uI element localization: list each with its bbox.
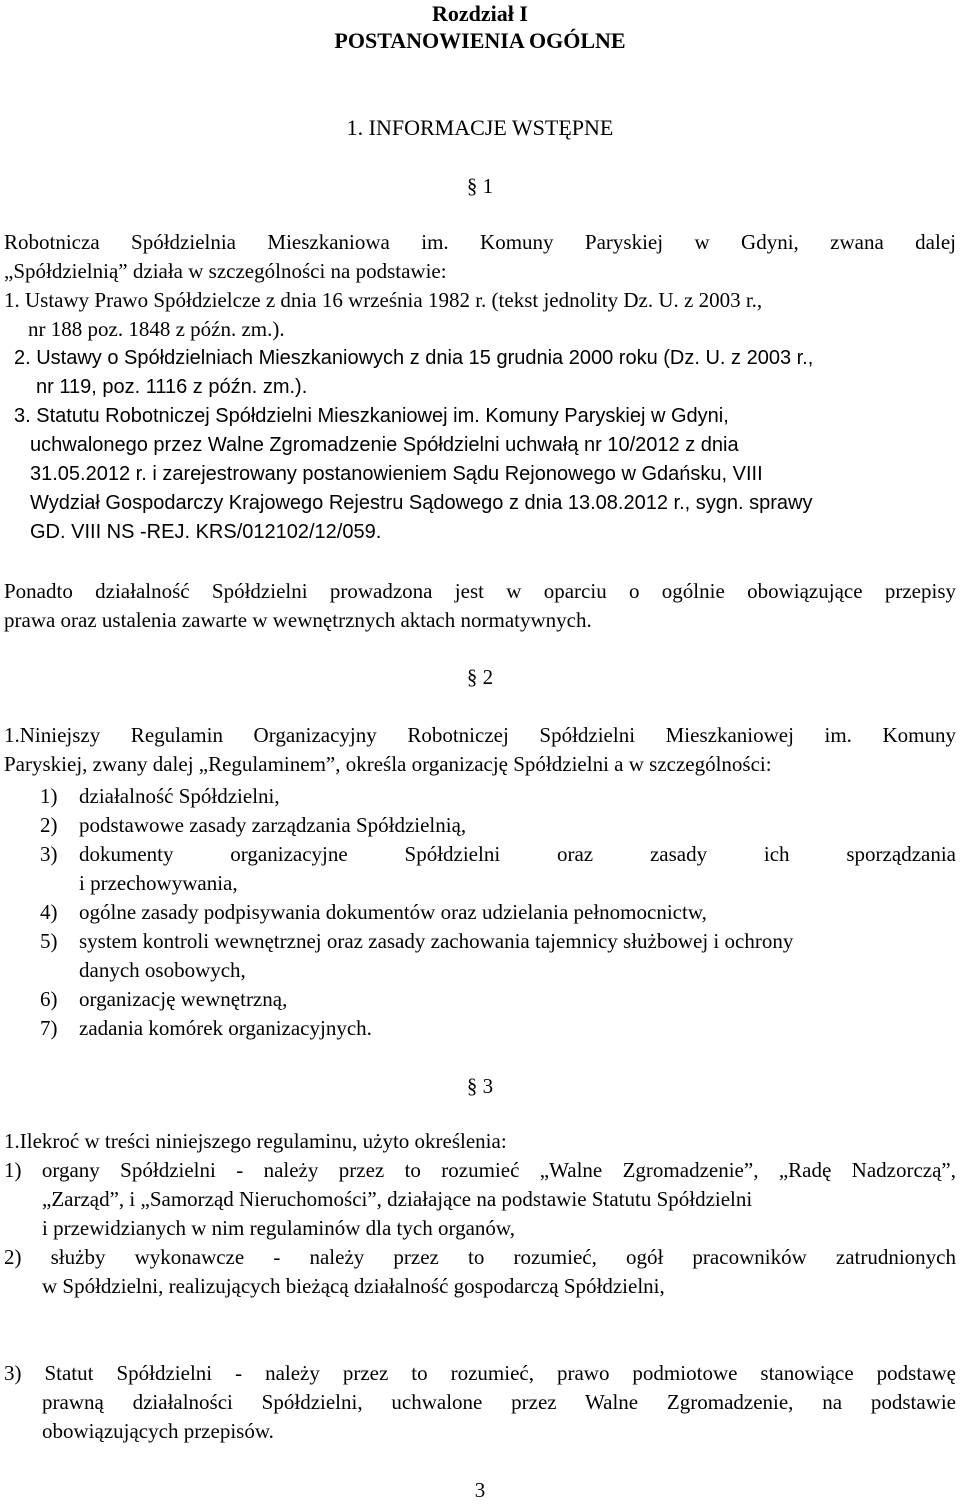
par3-def2-line-1: 2) służby wykonawcze - należy przez to rozumieć, ogół pracowników zatrudnionych	[4, 1245, 956, 1269]
section-title: 1. INFORMACJE WSTĘPNE	[346, 115, 614, 140]
paragraph-sign-1: § 1	[466, 174, 494, 198]
par2-item-text: system kontroli wewnętrznej oraz zasady zachowania tajemnicy służbowej i ochrony	[79, 929, 794, 953]
par2-item-text: działalność Spółdzielni,	[79, 784, 280, 808]
par2-item-num: 5)	[40, 929, 58, 953]
par2-item-text: podstawowe zasady zarządzania Spółdzielnią,	[79, 813, 467, 837]
par2-item-num: 6)	[40, 987, 58, 1011]
par2-item-text: dokumenty organizacyjne Spółdzielni oraz zasady ich sporządzania	[79, 842, 956, 866]
par2-item-text: ogólne zasady podpisywania dokumentów oraz udzielania pełnomocnictw,	[79, 900, 707, 924]
page-number: 3	[474, 1478, 486, 1502]
par2-item-text: zadania komórek organizacyjnych.	[79, 1016, 372, 1040]
par1-item-3-line-5: GD. VIII NS -REJ. KRS/012102/12/059.	[30, 521, 382, 543]
par1-item-1-cont: nr 188 poz. 1848 z późn. zm.).	[28, 317, 285, 341]
par2-item-text: organizację wewnętrzną,	[79, 987, 288, 1011]
paragraph-sign-2: § 2	[466, 665, 494, 689]
par1-intro-line-2: „Spółdzielnią” działa w szczególności na podstawie:	[4, 259, 447, 283]
par3-def1-line-2: „Zarząd”, i „Samorząd Nieruchomości”, działające na podstawie Statutu Spółdzielni	[42, 1187, 753, 1211]
par1-item-1: 1. Ustawy Prawo Spółdzielcze z dnia 16 września 1982 r. (tekst jednolity Dz. U. z 2003 r.,	[4, 288, 763, 312]
par2-item-num: 2)	[40, 813, 58, 837]
par3-intro: 1.Ilekroć w treści niniejszego regulaminu, użyto określenia:	[4, 1129, 507, 1153]
chapter-label: Rozdział I	[432, 1, 528, 26]
par1-closing-line-1: Ponadto działalność Spółdzielni prowadzona jest w oparciu o ogólnie obowiązujące przepisy	[4, 579, 956, 603]
par1-item-2-cont: nr 119, poz. 1116 z późn. zm.).	[36, 376, 308, 398]
par3-def1-line-3: i przewidzianych w nim regulaminów dla tych organów,	[42, 1216, 515, 1240]
par1-item-3-line-3: 31.05.2012 r. i zarejestrowany postanowieniem Sądu Rejonowego w Gdańsku, VIII	[30, 463, 763, 485]
par3-def3-line-2: prawną działalności Spółdzielni, uchwalone przez Walne Zgromadzenie, na podstawie	[42, 1390, 956, 1414]
par2-item-num: 3)	[40, 842, 58, 866]
par2-item-text-cont: i przechowywania,	[79, 871, 238, 895]
par2-intro-line-1: 1.Niniejszy Regulamin Organizacyjny Robotniczej Spółdzielni Mieszkaniowej im. Komuny	[4, 723, 956, 747]
par1-item-3: 3. Statutu Robotniczej Spółdzielni Mieszkaniowej im. Komuny Paryskiej w Gdyni,	[14, 405, 729, 427]
par2-item-num: 7)	[40, 1016, 58, 1040]
paragraph-sign-3: § 3	[466, 1074, 494, 1098]
par2-item-num: 1)	[40, 784, 58, 808]
par2-item-num: 4)	[40, 900, 58, 924]
par2-intro-line-2: Paryskiej, zwany dalej „Regulaminem”, określa organizację Spółdzielni a w szczególności:	[4, 752, 772, 776]
par3-def1-line-1: 1) organy Spółdzielni - należy przez to rozumieć „Walne Zgromadzenie”, „Radę Nadzorczą”,	[4, 1158, 956, 1182]
par2-item-text-cont: danych osobowych,	[79, 958, 246, 982]
par1-closing-line-2: prawa oraz ustalenia zawarte w wewnętrznych aktach normatywnych.	[4, 608, 592, 632]
par3-def2-line-2: w Spółdzielni, realizujących bieżącą działalność gospodarczą Spółdzielni,	[42, 1274, 665, 1298]
par1-item-3-line-2: uchwalonego przez Walne Zgromadzenie Spółdzielni uchwałą nr 10/2012 z dnia	[30, 434, 739, 456]
par1-item-2: 2. Ustawy o Spółdzielniach Mieszkaniowych z dnia 15 grudnia 2000 roku (Dz. U. z 2003 r.,	[14, 347, 814, 369]
par3-def3-line-3: obowiązujących przepisów.	[42, 1419, 274, 1443]
par3-def3-line-1: 3) Statut Spółdzielni - należy przez to rozumieć, prawo podmiotowe stanowiące podstawę	[4, 1361, 956, 1385]
par1-item-3-line-4: Wydział Gospodarczy Krajowego Rejestru Sądowego z dnia 13.08.2012 r., sygn. sprawy	[30, 492, 813, 514]
chapter-title: POSTANOWIENIA OGÓLNE	[334, 28, 626, 53]
par1-intro-line-1: Robotnicza Spółdzielnia Mieszkaniowa im. Komuny Paryskiej w Gdyni, zwana dalej	[4, 230, 956, 254]
